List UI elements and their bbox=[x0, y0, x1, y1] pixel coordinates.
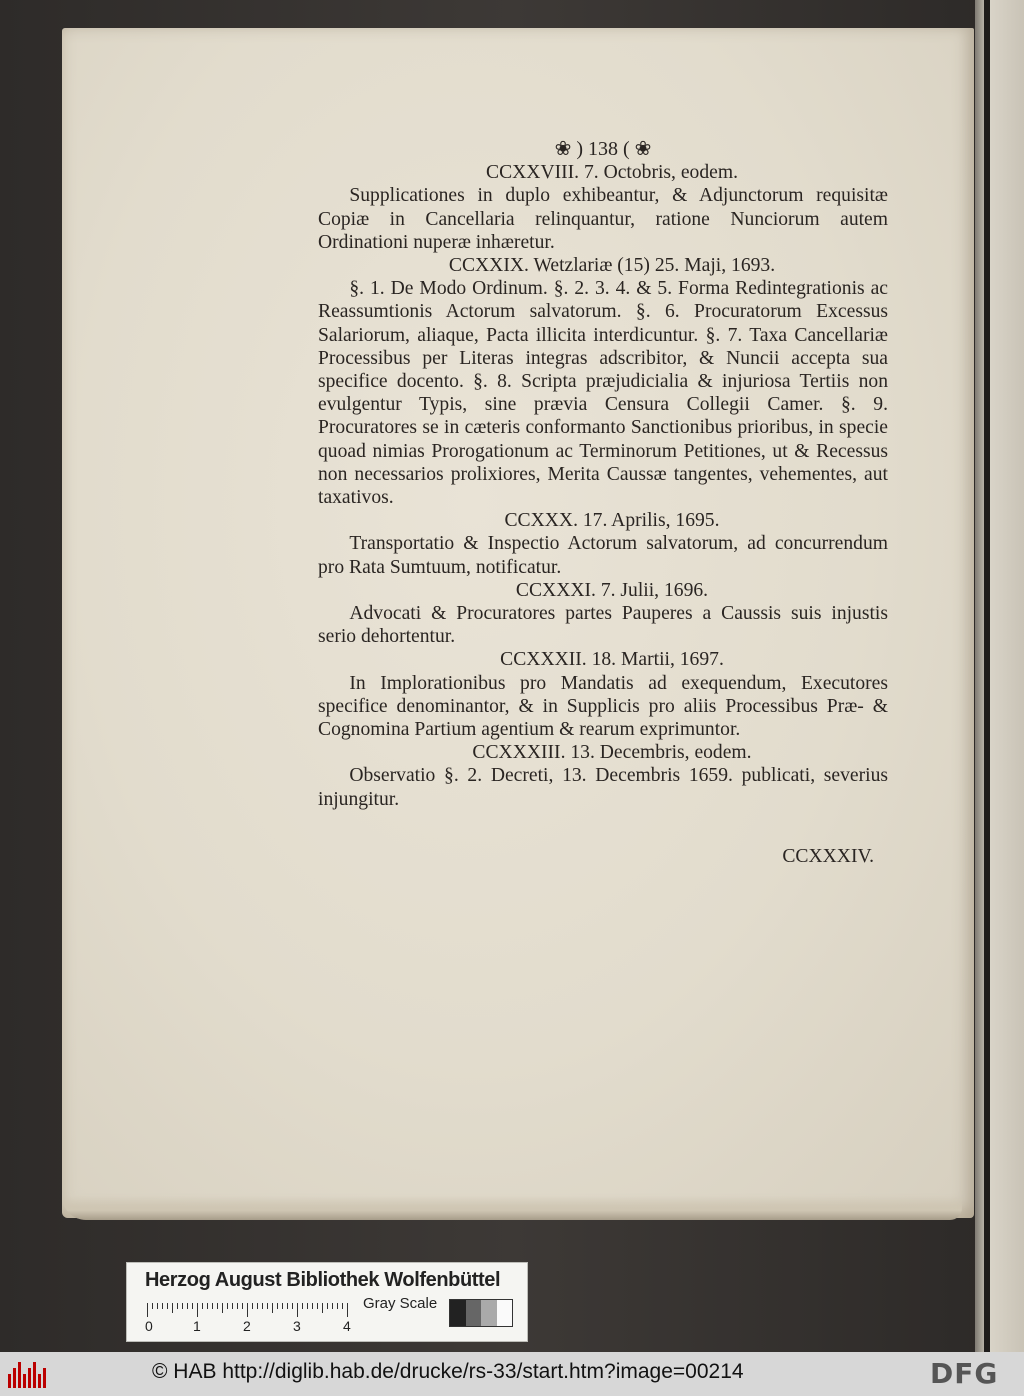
ruler-tick bbox=[177, 1303, 178, 1309]
ruler-tick bbox=[237, 1303, 238, 1309]
ruler-tick bbox=[322, 1303, 323, 1313]
book-spine bbox=[984, 0, 990, 1352]
entry-text: Transportatio & Inspectio Actorum salvatorum, ad concurrendum pro Rata Sumtuum, notificatur. bbox=[318, 533, 888, 578]
ruler-tick bbox=[277, 1303, 278, 1309]
facing-page-edge bbox=[975, 0, 1024, 1352]
entry-heading: CCXXXII. 18. Martii, 1697. bbox=[500, 649, 724, 671]
ruler-tick bbox=[192, 1303, 193, 1309]
ruler-tick bbox=[252, 1303, 253, 1309]
ruler-tick bbox=[312, 1303, 313, 1309]
ruler-tick bbox=[292, 1303, 293, 1309]
ruler-tick bbox=[202, 1303, 203, 1309]
ruler-tick bbox=[342, 1303, 343, 1309]
card-title: Herzog August Bibliothek Wolfenbüttel bbox=[145, 1269, 501, 1291]
ruler-tick bbox=[257, 1303, 258, 1309]
ruler-number: 0 bbox=[145, 1318, 153, 1334]
ruler-tick bbox=[147, 1303, 148, 1317]
ruler-tick bbox=[297, 1303, 298, 1317]
gray-scale-swatch bbox=[449, 1299, 513, 1327]
entry-heading: CCXXVIII. 7. Octobris, eodem. bbox=[486, 162, 738, 184]
entry-text: In Implorationibus pro Mandatis ad exequendum, Executores specifice denominantor, & in Supplicis pro aliis Processibus Præ- & Cognomina Partium agentium & rearum exprimuntor. bbox=[318, 672, 888, 741]
ruler-tick bbox=[212, 1303, 213, 1309]
logo-bar bbox=[23, 1374, 26, 1388]
ruler-tick bbox=[227, 1303, 228, 1309]
ruler-tick bbox=[287, 1303, 288, 1309]
hab-logo-icon bbox=[8, 1360, 48, 1388]
ruler-tick bbox=[332, 1303, 333, 1309]
running-head: ❀ ) 138 ( ❀ bbox=[554, 138, 652, 160]
ruler-number: 3 bbox=[293, 1318, 301, 1334]
page-text bbox=[318, 138, 888, 868]
ruler-tick bbox=[217, 1303, 218, 1309]
ruler-number: 4 bbox=[343, 1318, 351, 1334]
page-bottom-edge bbox=[62, 1196, 962, 1220]
ruler-tick bbox=[262, 1303, 263, 1309]
dfg-logo: DFG bbox=[930, 1357, 999, 1390]
footer-credit-link[interactable]: © HAB http://diglib.hab.de/drucke/rs-33/start.htm?image=00214 bbox=[152, 1360, 744, 1383]
catchword: CCXXXIV. bbox=[782, 845, 874, 867]
ruler-tick bbox=[187, 1303, 188, 1309]
logo-bar bbox=[33, 1362, 36, 1388]
ruler-tick bbox=[302, 1303, 303, 1309]
ruler-tick bbox=[197, 1303, 198, 1317]
ruler-tick bbox=[337, 1303, 338, 1309]
ruler-tick bbox=[247, 1303, 248, 1317]
ruler bbox=[145, 1303, 351, 1334]
entry-text: Advocati & Procuratores partes Pauperes a Caussis suis injustis serio dehortentur. bbox=[318, 603, 888, 648]
ruler-tick bbox=[327, 1303, 328, 1309]
logo-bar bbox=[8, 1374, 11, 1388]
ruler-tick bbox=[267, 1303, 268, 1309]
ruler-tick bbox=[157, 1303, 158, 1309]
footer-bar bbox=[0, 1352, 1024, 1396]
logo-bar bbox=[28, 1368, 31, 1388]
logo-bar bbox=[43, 1368, 46, 1388]
ruler-tick bbox=[222, 1303, 223, 1313]
entry-heading: CCXXX. 17. Aprilis, 1695. bbox=[504, 510, 720, 532]
entry-text: §. 1. De Modo Ordinum. §. 2. 3. 4. & 5. Forma Redintegrationis ac Reassumtionis Actorum salvatorum. §. 6. Procuratorum Excessus Salariorum, aliaque, Pacta illicita interdicuntur. §. 7. Taxa Cancellariæ Processibus per Literas integras adscribitor, & Nuncii accepta sua specifice docento. §. 8. Scripta præjudicialia & injuriosa Tertiis non evulgentur Typis, sine prævia Censura Collegii Camer. §. 9. Procuratores se in cæteris conformanto Sanctionibus prioribus, in specie quoad nimias Prorogationum ac Terminorum Petitiones, ut & Recessus non necessarios prolixiores, Merita Caussæ tangentes, vehementes, aut taxativos. bbox=[318, 278, 888, 509]
logo-bar bbox=[13, 1368, 16, 1388]
ruler-tick bbox=[272, 1303, 273, 1313]
ruler-tick bbox=[347, 1303, 348, 1317]
ruler-tick bbox=[162, 1303, 163, 1309]
ruler-number: 1 bbox=[193, 1318, 201, 1334]
ruler-tick bbox=[232, 1303, 233, 1309]
logo-bar bbox=[38, 1374, 41, 1388]
ruler-tick bbox=[182, 1303, 183, 1309]
ruler-tick bbox=[282, 1303, 283, 1309]
entry-text: Observatio §. 2. Decreti, 13. Decembris 1659. publicati, severius injungitur. bbox=[318, 765, 888, 810]
ruler-tick bbox=[242, 1303, 243, 1309]
logo-bar bbox=[18, 1362, 21, 1388]
ruler-tick bbox=[317, 1303, 318, 1309]
entry-heading: CCXXIX. Wetzlariæ (15) 25. Maji, 1693. bbox=[448, 255, 776, 277]
ruler-tick bbox=[152, 1303, 153, 1309]
color-checker-card bbox=[126, 1262, 528, 1342]
entry-heading: CCXXXIII. 13. Decembris, eodem. bbox=[472, 742, 752, 764]
ruler-tick bbox=[167, 1303, 168, 1309]
ruler-tick bbox=[172, 1303, 173, 1313]
gray-scale-label: Gray Scale bbox=[363, 1295, 438, 1312]
entry-heading: CCXXXI. 7. Julii, 1696. bbox=[515, 579, 709, 601]
ruler-tick bbox=[307, 1303, 308, 1309]
entry-text: Supplicationes in duplo exhibeantur, & Adjunctorum requisitæ Copiæ in Cancellaria relinquantur, ratione Nunciorum autem Ordinationi nuperæ inhæretur. bbox=[318, 185, 888, 253]
ruler-number: 2 bbox=[243, 1318, 251, 1334]
ruler-tick bbox=[207, 1303, 208, 1309]
